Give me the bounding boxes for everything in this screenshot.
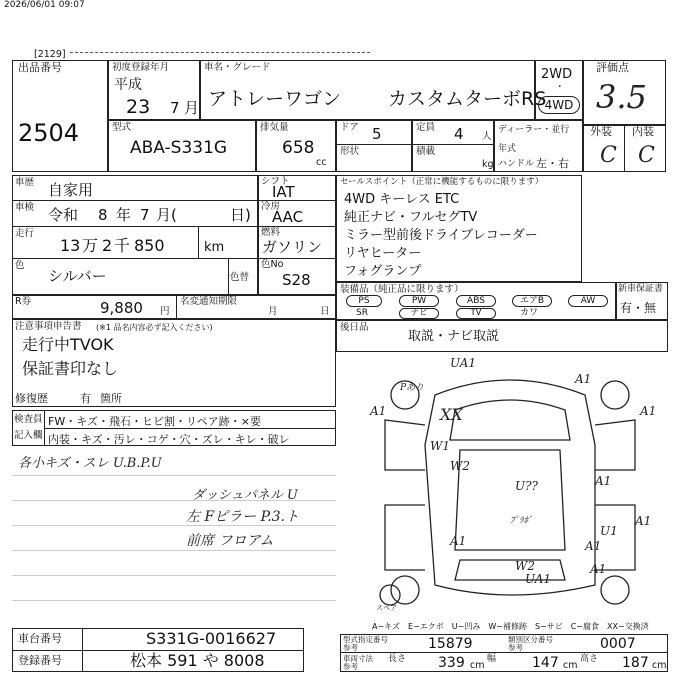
doors-divider	[336, 144, 412, 145]
spare-label: スペア	[376, 604, 397, 612]
capacity-label: 定員	[416, 122, 436, 133]
inspection-label: 車検	[15, 202, 35, 213]
mark-a1-right: A1	[640, 404, 657, 418]
hand-note-3: 前席 フロアム	[186, 533, 274, 549]
first-reg-month-unit: 月	[184, 99, 200, 117]
recycle-box	[12, 295, 336, 319]
mark-a1-rear-right: A1	[585, 539, 602, 553]
ref-label-1: 参考	[343, 643, 358, 652]
inspection-month-unit: 月(	[156, 206, 177, 224]
mileage-label: 走行	[15, 228, 35, 239]
sales-item-3: ミラー型前後ドライブレコーダー	[344, 228, 538, 243]
mark-p-ari: Pあり	[400, 383, 425, 393]
mark-a1-right-2: A1	[635, 514, 652, 528]
mark-a1-left-rear: A1	[450, 534, 467, 548]
drive-4wd-circled: 4WD	[538, 96, 580, 114]
mark-xx: XX	[440, 405, 463, 424]
recycle-divider	[176, 295, 177, 319]
height-label: 高さ	[580, 654, 599, 664]
equip-pw: PW	[399, 295, 439, 307]
header-dash	[70, 52, 370, 53]
mark-u1: U1	[600, 524, 618, 538]
repair-value: 有	[80, 392, 91, 405]
first-reg-year: 23	[126, 96, 151, 118]
damage-legend: A−キズ E−エクボ U−凹み W−補修跡 S−サビ C−腐食 XX−交換済	[372, 622, 649, 631]
displacement-label: 排気量	[260, 122, 289, 133]
car-label: 車名・グレード	[204, 62, 271, 73]
width-unit: cm	[563, 660, 578, 671]
equip-sr: SR	[356, 308, 368, 318]
capacity-value: 4	[454, 125, 464, 143]
score-value: 3.5	[596, 78, 647, 116]
checklist-label-2: 記入欄	[14, 430, 43, 441]
mileage-sen-unit: 千	[114, 236, 131, 255]
checklist-replace: ×要	[240, 415, 261, 428]
checklist-label-1: 検査員	[14, 414, 43, 425]
line-1	[12, 475, 336, 476]
equip-tv: TV	[456, 308, 496, 319]
checklist-interior: 内装	[48, 433, 70, 446]
model-no-label: 型式指定番号	[343, 635, 388, 644]
warranty-value: 有・無	[620, 301, 657, 315]
sales-label: セールスポイント（正常に機能するものに限ります）	[340, 177, 544, 187]
first-reg-label: 初度登録年月	[112, 62, 170, 73]
line-4	[12, 550, 336, 551]
checklist-int-scratch: キズ	[81, 433, 103, 446]
color-label: 色	[15, 260, 25, 271]
notice-month: 月	[268, 306, 278, 317]
equip-aw: AW	[568, 295, 608, 307]
lot-label: 出品番号	[18, 61, 62, 74]
sales-item-4: リヤヒーター	[344, 246, 422, 261]
ac-label: 冷房	[261, 201, 281, 212]
checklist-repair: リペア跡	[186, 415, 230, 428]
mark-a1-rear: A1	[590, 562, 607, 576]
inspection-era: 令和	[48, 206, 79, 224]
fuel-value: ガソリン	[262, 238, 323, 256]
timestamp: 2026/06/01 09:07	[4, 0, 85, 10]
mileage-divider	[198, 226, 199, 258]
score-label: 評価点	[596, 61, 629, 74]
recycle-label: R券	[15, 296, 32, 307]
equipment-label: 装備品（純正品に限ります）	[340, 284, 464, 295]
line-5	[12, 575, 336, 576]
ref-label-2: 参考	[508, 643, 523, 652]
recycle-value: 9,880	[100, 299, 143, 317]
checklist-tear: 破レ	[267, 433, 290, 446]
color-value: シルバー	[48, 267, 107, 285]
row-div-1	[12, 200, 258, 201]
mark-w2-front: W2	[450, 459, 470, 473]
row-div-2	[12, 226, 258, 227]
mark-w1: W1	[430, 439, 450, 453]
equip-abs: ABS	[456, 295, 496, 307]
checklist-crack: ヒビ割	[142, 415, 175, 428]
class-label: 類別区分番号	[508, 635, 553, 644]
chassis-label: 車台番号	[18, 632, 62, 645]
line-6	[12, 600, 336, 601]
width-label: 幅	[487, 654, 497, 664]
height-unit: cm	[652, 660, 667, 671]
mark-roof: U??	[515, 479, 538, 493]
height-value: 187	[622, 655, 649, 671]
color-code: S28	[282, 271, 311, 289]
rear-tray-box	[336, 320, 668, 352]
capacity-unit: 人	[482, 131, 492, 142]
hand-note-left: 各小キズ・スレ U.B.P.U	[18, 456, 162, 471]
handle-label: ハンドル	[498, 159, 535, 169]
warranty-label: 新車保証書	[618, 284, 664, 294]
lot-box	[12, 60, 108, 172]
chassis-value: S331G-0016627	[146, 629, 277, 648]
displacement-unit: cc	[316, 157, 327, 168]
notes-sub-label: (※1 品名内容必ず記入ください)	[96, 323, 213, 332]
sales-item-1: 4WD キーレス ETC	[344, 192, 460, 207]
class-value: 0007	[600, 636, 636, 652]
width-value: 147	[532, 655, 559, 671]
mileage-man: 13	[60, 236, 81, 255]
drive-sep: ・	[555, 82, 565, 93]
rear-tray-label: 後日品	[340, 322, 369, 333]
capacity-divider	[412, 144, 494, 145]
mileage-man-unit: 万	[82, 236, 99, 255]
checklist-scratch: キズ	[76, 415, 98, 428]
color-change-label: 色替	[230, 272, 250, 283]
shift-label: シフト	[261, 176, 290, 187]
notes-line-1: 走行中TVOK	[22, 335, 114, 354]
sales-item-5: フォグランプ	[344, 264, 422, 279]
usage-label: 車歴	[15, 177, 35, 188]
dealer-label: ディーラー・並行	[498, 125, 570, 135]
mileage-unit: km	[204, 240, 225, 255]
id-vert	[82, 628, 83, 672]
color-no-label: 色No	[261, 259, 284, 270]
checklist-row-2: 内装・キズ・汚レ・コゲ・穴・ズレ・キレ・破レ	[48, 433, 290, 446]
notice-label: 名変通知期限	[180, 296, 238, 307]
mark-plabo: ﾌﾟﾗﾎﾞ	[510, 516, 533, 526]
model-label: 型式	[112, 122, 132, 133]
inspection-year: 8	[98, 206, 108, 224]
mark-ua1-front: UA1	[450, 356, 477, 370]
inspection-year-unit: 年	[116, 206, 132, 224]
mark-a1-right-mid: A1	[595, 474, 612, 488]
doors-value: 5	[372, 125, 382, 143]
car-name: アトレーワゴン	[208, 88, 342, 110]
model-value: ABA-S331G	[130, 138, 228, 158]
car-damage-diagram	[360, 355, 670, 620]
usage-value: 自家用	[48, 181, 94, 199]
notes-line-2: 保証書印なし	[22, 359, 119, 378]
drive-2wd: 2WD	[541, 67, 573, 82]
equip-airbag: エアB	[512, 295, 552, 307]
ext-int-divider	[624, 125, 625, 172]
ref-label-3: 参考	[343, 662, 358, 671]
handle-value: 左・右	[536, 157, 569, 170]
ac-value: AAC	[272, 208, 304, 226]
int-value: C	[638, 143, 655, 168]
checklist-hole: 穴	[179, 433, 191, 446]
plate-value: 松本 591 や 8008	[130, 651, 265, 670]
lot-number: 2504	[18, 119, 80, 147]
checklist-stain: 汚レ	[113, 433, 136, 446]
load-unit: kg	[482, 159, 494, 170]
fuel-label: 燃料	[261, 227, 281, 238]
ext-value: C	[600, 143, 617, 168]
length-value: 339	[438, 655, 465, 671]
checklist-burn: コゲ	[146, 433, 169, 446]
int-label: 内装	[632, 125, 654, 138]
checklist-misalign: ズレ	[201, 433, 224, 446]
recycle-unit: 円	[160, 306, 170, 317]
length-unit: cm	[470, 660, 485, 671]
shift-value: IAT	[272, 183, 295, 201]
first-reg-month: 7	[170, 99, 180, 117]
sales-item-2: 純正ナビ・フルセグTV	[344, 210, 478, 225]
mark-ua1-rear: UA1	[525, 572, 552, 586]
hand-note-1: ダッシュパネル U	[192, 488, 298, 503]
checklist-cut: キレ	[234, 433, 257, 446]
color-divider	[228, 258, 229, 295]
notice-day: 日	[320, 306, 330, 317]
car-grade: カスタムターボRS	[388, 88, 547, 110]
size-label: 車両寸法	[343, 654, 373, 663]
mileage-sen: 2	[102, 236, 113, 255]
repair-unit: 箇所	[100, 392, 122, 405]
mark-a1-front-right: A1	[575, 372, 592, 386]
inspection-day-unit: 日)	[230, 206, 251, 224]
equip-leather: カワ	[520, 308, 539, 318]
hand-note-2: 左 Fピラー P.3.ト	[186, 509, 300, 525]
displacement-value: 658	[282, 138, 315, 158]
inspection-month: 7	[140, 206, 150, 224]
equip-ps: PS	[346, 295, 382, 307]
equip-navi: ナビ	[399, 308, 439, 319]
checklist-fw: FW	[48, 415, 66, 428]
mark-w2-rear: W2	[515, 559, 535, 573]
checklist-row-1: FW・キズ・飛石・ヒビ割・リペア跡・×要	[48, 415, 261, 428]
repair-label: 修復歴	[15, 392, 48, 405]
ext-label: 外装	[590, 125, 612, 138]
length-label: 長さ	[388, 654, 407, 664]
load-label: 積載	[416, 146, 436, 157]
checklist-chip: 飛石	[109, 415, 131, 428]
year-label: 年式	[498, 144, 517, 154]
rear-tray-value: 取説・ナビ取説	[408, 329, 500, 344]
notes-label: 注意事項申告書	[15, 321, 82, 332]
shape-label: 形状	[340, 146, 360, 157]
row-div-3	[12, 258, 258, 259]
ref-number: [2129]	[34, 49, 66, 60]
model-no-value: 15879	[428, 636, 473, 652]
plate-label: 登録番号	[18, 654, 62, 667]
doors-label: ドア	[340, 122, 359, 133]
mark-a1-left: A1	[370, 404, 387, 418]
mileage-rest: 850	[134, 236, 165, 255]
first-reg-era: 平成	[114, 77, 142, 93]
